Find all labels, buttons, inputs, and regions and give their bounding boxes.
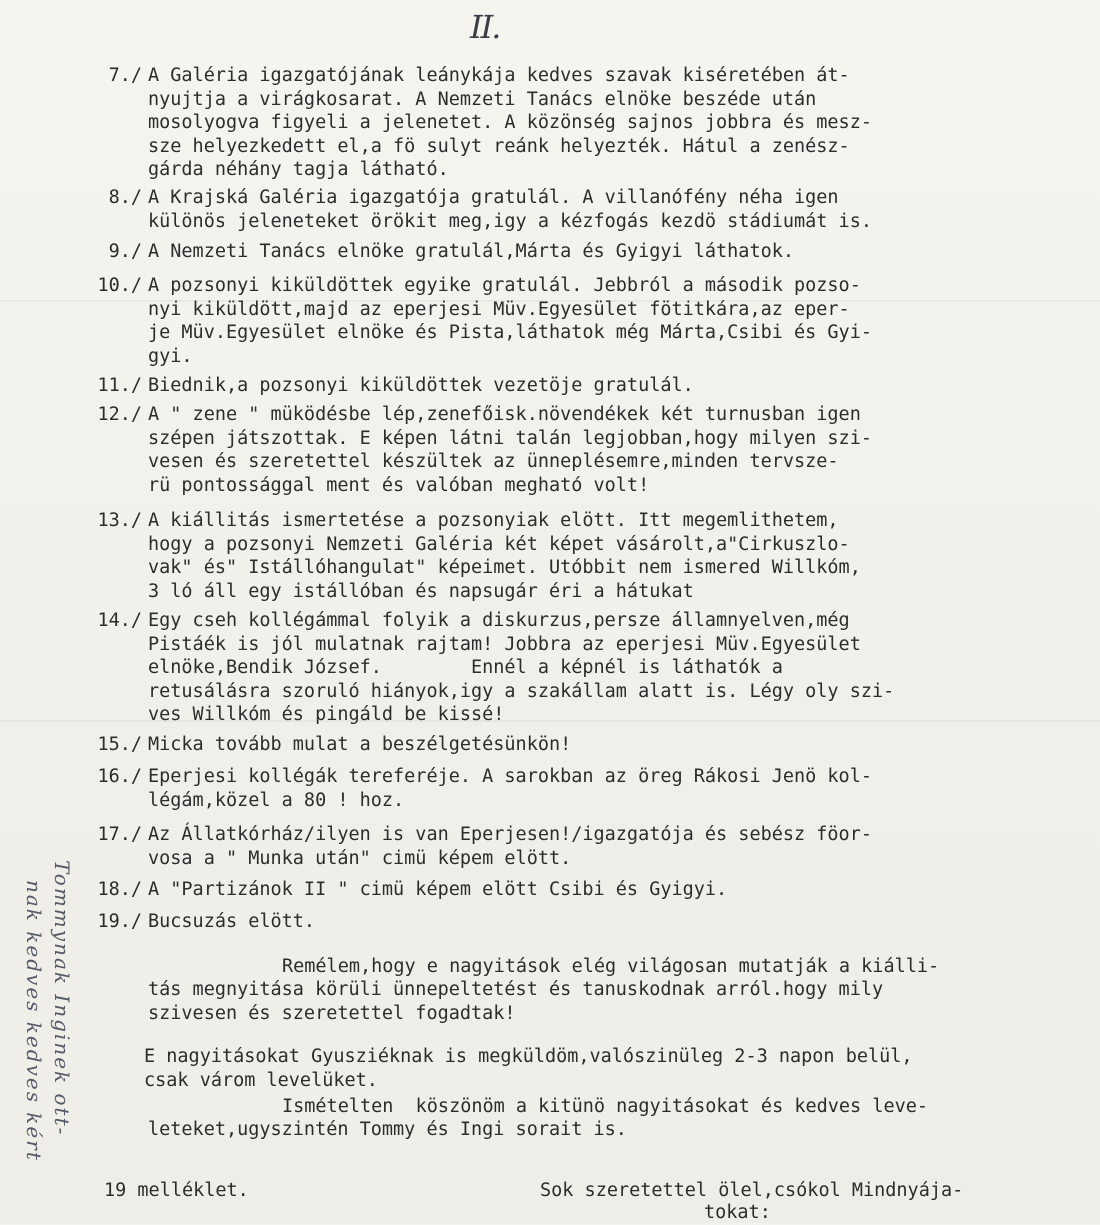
closing-line: tokat:: [704, 1202, 771, 1223]
item-text: A Nemzeti Tanács elnöke gratulál,Márta és Gyigyi láthatok.: [148, 241, 795, 262]
item-number: 12./: [97, 404, 142, 425]
item-text: A "Partizánok II " cimü képem elött Csibi és Gyigyi.: [148, 879, 728, 900]
item-number: 14./: [97, 610, 142, 631]
item-number: 9./: [108, 241, 142, 262]
item-text: Egy cseh kollégámmal folyik a diskurzus,persze államnyelven,még Pistáék is jól mulatnak rajtam! Jobbra az eperjesi Müv.Egyesület elnöke,Bendik József. Ennél a képnél is láthatók a retusálásra szoruló hiányok,igy a szakállam alatt is. Légy oly szi- ves Willkóm és pingáld be kissé!: [148, 610, 895, 725]
item-text: A " zene " müködésbe lép,zenefőisk.növendékek két turnusban igen szépen játszottak. E képen látni talán legjobban,hogy milyen szi- vesen és szeretettel készültek az ünneplésemre,minden tervsze- rü pontossággal ment és valóban megható volt!: [148, 404, 872, 496]
item-number: 17./: [97, 824, 142, 845]
item-number: 7./: [108, 65, 142, 86]
paragraph-first-line: Remélem,hogy e nagyitások elég világosan mutatják a kiálli-: [282, 956, 940, 977]
item-number: 10./: [97, 275, 142, 296]
item-text: A kiállitás ismertetése a pozsonyiak elött. Itt megemlithetem, hogy a pozsonyi Nemzeti Galéria két képet vásárolt,a"Cirkuszlo- vak" és" Istállóhangulat" képeimet. Utóbbit nem ismered Willkóm, 3 ló áll egy istállóban és napsugár éri a hátukat: [148, 510, 861, 602]
paragraph: leteket,ugyszintén Tommy és Ingi sorait is.: [148, 1119, 627, 1140]
paragraph-first-line: Ismételten köszönöm a kitünö nagyitásokat és kedves leve-: [282, 1096, 929, 1117]
handwritten-note: nak kedves kedves kért: [22, 880, 46, 1162]
item-text: Eperjesi kollégák tereferéje. A sarokban az öreg Rákosi Jenö kol- légám,közel a 80 ! hoz.: [148, 766, 872, 811]
paragraph: tás megnyitása körüli ünnepeltetést és tanuskodnak arról.hogy mily szivesen és szeretettel fogadtak!: [148, 979, 884, 1024]
item-text: Bucsuzás elött.: [148, 911, 316, 932]
item-number: 18./: [97, 879, 142, 900]
item-number: 15./: [97, 734, 142, 755]
item-number: 8./: [108, 187, 142, 208]
item-text: Az Állatkórház/ilyen is van Eperjesen!/igazgatója és sebész föor- vosa a " Munka után" cimü képem elött.: [148, 824, 872, 869]
attachments-note: 19 melléklet.: [104, 1180, 249, 1201]
item-text: A pozsonyi kiküldöttek egyike gratulál. Jebbról a második pozso- nyi kiküldött,majd az eperjesi Müv.Egyesület fötitkára,az eper- je Müv.Egyesület elnöke és Pista,láthatok még Márta,Csibi és Gyi- gyi.: [148, 275, 872, 367]
closing-line: Sok szeretettel ölel,csókol Mindnyája-: [540, 1180, 964, 1201]
item-number: 19./: [97, 911, 142, 932]
page-number: II.: [470, 8, 500, 46]
item-number: 11./: [97, 375, 142, 396]
handwritten-note: Tommynak Inginek ott-: [50, 860, 74, 1137]
item-number: 13./: [97, 510, 142, 531]
item-text: A Krajská Galéria igazgatója gratulál. A villanófény néha igen különös jeleneteket örökit meg,igy a kézfogás kezdö stádiumát is.: [148, 187, 872, 232]
item-text: Micka tovább mulat a beszélgetésünkön!: [148, 734, 572, 755]
item-text: Biednik,a pozsonyi kiküldöttek vezetöje gratulál.: [148, 375, 694, 396]
item-number: 16./: [97, 766, 142, 787]
paragraph: E nagyitásokat Gyusziéknak is megküldöm,valószinüleg 2-3 napon belül, csak várom levelüket.: [144, 1046, 913, 1091]
item-text: A Galéria igazgatójának leánykája kedves szavak kiséretében át- nyujtja a virágkosarat. A Nemzeti Tanács elnöke beszéde után mosolyogva figyeli a jelenetet. A közönség sajnos jobbra és mesz- sze helyezkedett el,a fö sulyt reánk helyezték. Hátul a zenész- gárda néhány tagja látható.: [148, 65, 872, 180]
